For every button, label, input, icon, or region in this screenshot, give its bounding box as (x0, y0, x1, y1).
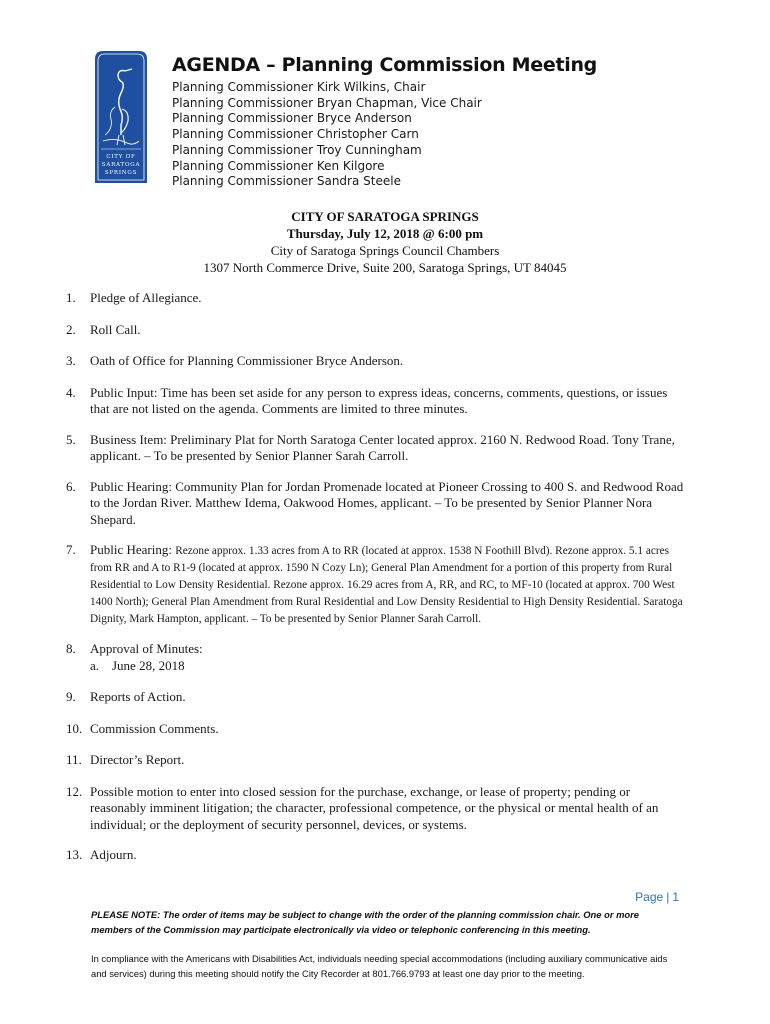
agenda-item-text: Reports of Action. (90, 689, 186, 704)
commissioner-name: Planning Commissioner Bryan Chapman, Vice Chair (172, 95, 482, 110)
meeting-date: Thursday, July 12, 2018 @ 6:00 pm (286, 226, 484, 241)
agenda-item-number: 13. (66, 847, 83, 862)
meeting-details (0, 208, 770, 276)
commissioner-list (172, 80, 732, 190)
agenda-subitem-text: June 28, 2018 (112, 657, 185, 673)
agenda-item-number: 5. (66, 431, 76, 447)
agenda-item (66, 784, 686, 834)
agenda-item-text: Public Input: Time has been set aside for any person to express ideas, concerns, comments, questions, or issues that are not listed on the agenda. Comments are limited to three minutes. (90, 384, 668, 416)
agenda-item-text: Director’s Report. (90, 752, 185, 767)
agenda-item-text: Business Item: Preliminary Plat for North Saratoga Center located approx. 2160 N. Redwood Road. Tony Trane, applicant. – To be presented by Senior Planner Sarah Carroll. (90, 431, 675, 463)
agenda-item (66, 721, 686, 738)
commissioner-name: Planning Commissioner Christopher Carn (172, 127, 419, 142)
agenda-item (66, 385, 686, 418)
agenda-item-number: 10. (66, 720, 83, 736)
agenda-item-text: Rezone approx. 1.33 acres from A to RR (located at approx. 1538 N Foothill Blvd). Rezone approx. 5.1 acres from RR and A to R1-9 (located at approx. 1590 N Cozy Ln); General Plan Amendment for a portion of this property from Rural Residential to Low Density Residential. Rezone approx. 16.29 acres from A, RR, and RC, to MF-10 (located at approx. 700 West 1400 North); General Plan Amendment from Rural Residential and Low Density Residential to High Density Residential. Saratoga Dignity, Mark Hampton, applicant. – To be presented by Senior Planner Sarah Carroll. (90, 545, 683, 625)
agenda-item-text: Commission Comments. (90, 720, 219, 736)
page-label: Page (635, 890, 664, 904)
agenda-item (66, 479, 686, 529)
agenda-item-number: 1. (66, 290, 76, 305)
page-title: AGENDA – Planning Commission Meeting (172, 54, 597, 76)
agenda-item-number: 12. (66, 783, 83, 799)
meeting-venue: City of Saratoga Springs Council Chambers (270, 243, 500, 258)
agenda-item (66, 641, 686, 674)
agenda-subitem-letter: a. (90, 657, 100, 673)
agenda-item-number: 9. (66, 689, 76, 704)
agenda-subitem (90, 658, 686, 675)
agenda-item (66, 689, 686, 706)
meeting-address: 1307 North Commerce Drive, Suite 200, Saratoga Springs, UT 84045 (203, 260, 567, 275)
logo-line-2: SARATOGA (101, 162, 141, 168)
agenda-item-text: Adjourn. (90, 847, 137, 862)
agenda-item-body (90, 641, 686, 674)
agenda-item-number: 6. (66, 478, 76, 494)
ada-notice: In compliance with the Americans with Disabilities Act, individuals needing special accommodations (including auxiliary communicative aids and services) during this meeting should notify the City Recorder at 801.766.9793 at least one day prior to the meeting. (91, 953, 668, 979)
agenda-item (66, 290, 686, 307)
agenda-item-number: 11. (66, 752, 82, 767)
agenda-list (66, 290, 686, 864)
agenda-item-text: Pledge of Allegiance. (90, 290, 202, 305)
agenda-item-text: Roll Call. (90, 321, 141, 337)
agenda-item-number: 7. (66, 542, 76, 557)
page-separator: | (666, 890, 670, 904)
agenda-item-text: Oath of Office for Planning Commissioner Bryce Anderson. (90, 353, 404, 368)
agenda-item (66, 322, 686, 339)
agenda-item (66, 847, 686, 864)
agenda-item-body (90, 542, 686, 627)
agenda-item (66, 542, 686, 627)
logo-line-1: CITY OF (106, 154, 136, 160)
city-logo (91, 49, 151, 187)
footer-note: PLEASE NOTE: The order of items may be subject to change with the order of the planning commission chair. One or more members of the Commission may participate electronically via video or telephonic conferencing in this meeting. (91, 909, 640, 935)
agenda-item (66, 353, 686, 370)
page-number-value: 1 (672, 890, 679, 904)
agenda-item-text: Approval of Minutes: (90, 641, 203, 656)
agenda-item-number: 8. (66, 641, 76, 656)
agenda-item (66, 752, 686, 769)
city-name: CITY OF SARATOGA SPRINGS (291, 209, 479, 224)
agenda-item-number: 4. (66, 384, 76, 400)
logo-line-3: SPRINGS (104, 170, 138, 176)
commissioner-name: Planning Commissioner Troy Cunningham (172, 142, 422, 157)
agenda-item-text: Possible motion to enter into closed session for the purchase, exchange, or lease of property; pending or reasonably imminent litigation; the character, professional competence, or the physical or mental health of an individual; or the deployment of security personnel, devices, or systems. (90, 783, 659, 832)
agenda-item-number: 3. (66, 353, 76, 368)
page-number (635, 890, 679, 904)
agenda-item-text: Public Hearing: Community Plan for Jordan Promenade located at Pioneer Crossing to 400 S. and Redwood Road to the Jordan River. Matthew Idema, Oakwood Homes, applicant. – To be presented by Senior Planner Nora Shepard. (90, 478, 684, 527)
commissioner-name: Planning Commissioner Ken Kilgore (172, 158, 385, 173)
agenda-item-number: 2. (66, 321, 76, 337)
footer (91, 907, 681, 981)
agenda-header (172, 52, 732, 190)
commissioner-name: Planning Commissioner Bryce Anderson (172, 111, 412, 126)
commissioner-name: Planning Commissioner Sandra Steele (172, 174, 401, 189)
agenda-item-lead: Public Hearing: (90, 542, 172, 557)
commissioner-name: Planning Commissioner Kirk Wilkins, Chair (172, 80, 426, 94)
heron-logo-icon (91, 49, 151, 187)
agenda-item (66, 432, 686, 465)
